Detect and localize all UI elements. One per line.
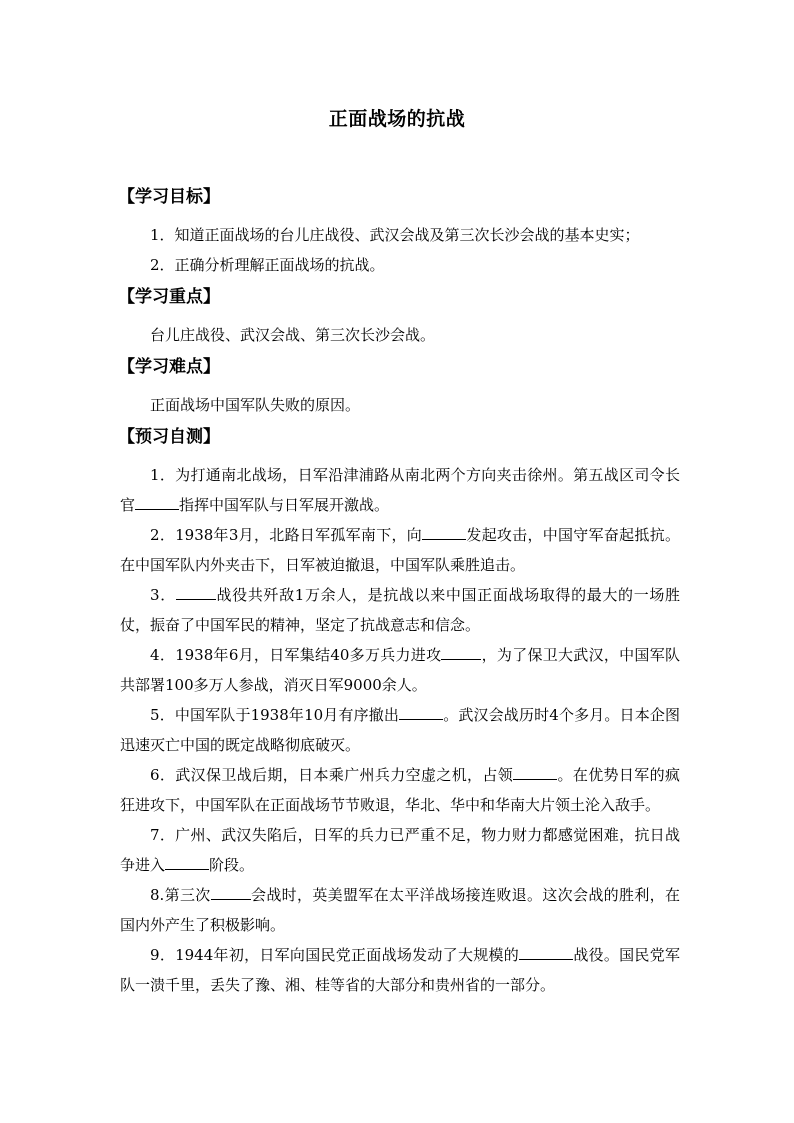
section-heading-key-points: 【学习重点】	[118, 287, 220, 307]
answer-blank	[176, 583, 216, 600]
question-2: 2．1938年3月，北路日军孤军南下，向 发起攻击，中国守军奋起抵抗。在中国军队内外夹击下，日军被迫撤退，中国军队乘胜追击。	[120, 520, 680, 580]
answer-blank	[441, 643, 481, 660]
answer-blank	[211, 883, 251, 900]
question-1: 1．为打通南北战场，日军沿津浦路从南北两个方向夹击徐州。第五战区司令长官 指挥中国军队与日军展开激战。	[120, 466, 680, 514]
difficulties-text: 正面战场中国军队失败的原因。	[150, 396, 361, 414]
page-title: 正面战场的抗战	[328, 108, 466, 130]
section-heading-preview: 【预习自测】	[118, 427, 220, 447]
question-4: 4．1938年6月，日军集结40多万兵力进攻 ，为了保卫大武汉，中国军队共部署100多万人参战，消灭日军9000余人。	[120, 640, 680, 700]
answer-blank	[165, 853, 209, 870]
question-3: 3． 战役共歼敌1万余人，是抗战以来中国正面战场取得的最大的一场胜仗，振奋了中国军民的精神，坚定了抗战意志和信念。	[120, 580, 680, 640]
section-heading-difficulties: 【学习难点】	[118, 357, 220, 377]
question-8: 8.第三次 会战时，英美盟军在太平洋战场接连败退。这次会战的胜利，在国内外产生了积极影响。	[120, 880, 680, 940]
answer-blank	[513, 763, 557, 780]
answer-blank	[399, 703, 443, 720]
document-body	[120, 180, 680, 1000]
objective-item-1: 1．知道正面战场的台儿庄战役、武汉会战及第三次长沙会战的基本史实；	[150, 226, 640, 244]
question-5: 5．中国军队于1938年10月有序撤出 。武汉会战历时4个多月。日本企图迅速灭亡中国的既定战略彻底破灭。	[120, 700, 680, 760]
answer-blank	[135, 493, 179, 510]
objective-item-2: 2．正确分析理解正面战场的抗战。	[150, 256, 385, 274]
question-9: 9．1944年初，日军向国民党正面战场发动了大规模的 战役。国民党军队一溃千里，丢失了豫、湘、桂等省的大部分和贵州省的一部分。	[120, 940, 680, 1000]
key-points-text: 台儿庄战役、武汉会战、第三次长沙会战。	[150, 326, 436, 344]
question-7: 7．广州、武汉失陷后，日军的兵力已严重不足，物力财力都感觉困难，抗日战争进入 阶段。	[120, 826, 680, 874]
question-6: 6．武汉保卫战后期，日本乘广州兵力空虚之机，占领 。在优势日军的疯狂进攻下，中国军队在正面战场节节败退，华北、华中和华南大片领土沦入敌手。	[120, 760, 680, 820]
section-heading-objectives: 【学习目标】	[118, 187, 220, 207]
answer-blank	[422, 523, 466, 540]
answer-blank	[519, 943, 573, 960]
